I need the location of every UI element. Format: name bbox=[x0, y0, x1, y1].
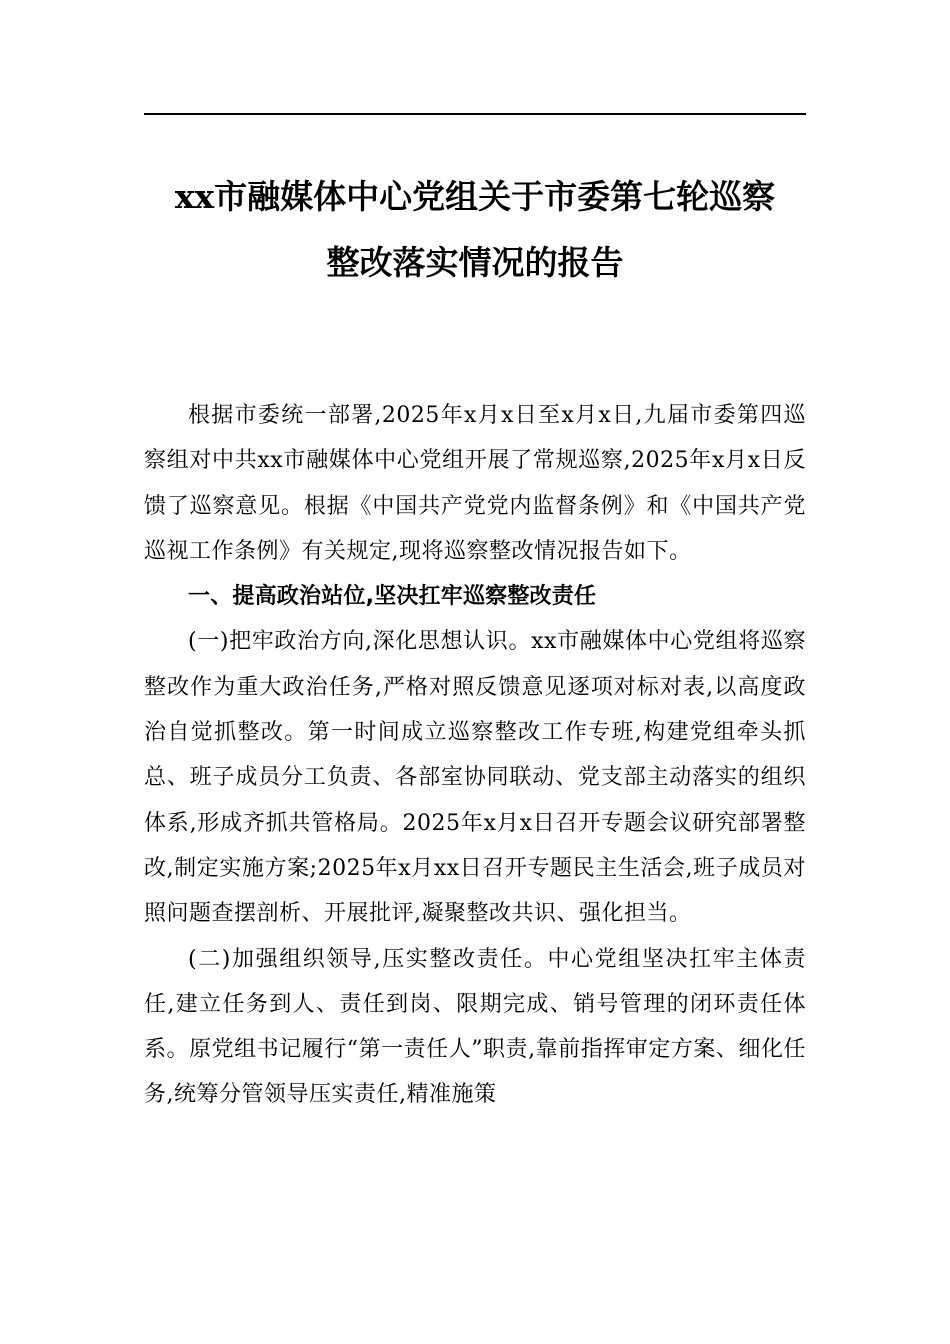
section-heading-1: 一、提高政治站位,坚决扛牢巡察整改责任 bbox=[188, 584, 597, 610]
document-body bbox=[144, 393, 806, 1118]
paragraph-2: (二)加强组织领导,压实整改责任。中心党组坚决扛牢主体责任,建立任务到人、责任到岗、限期完成、销号管理的闭环责任体系。原党组书记履行“第一责任人”职责,靠前指挥审定方案、细化任务,统筹分管领导压实责任,精准施策 bbox=[144, 946, 806, 1108]
paragraph-1: (一)把牢政治方向,深化思想认识。xx市融媒体中心党组将巡察整改作为重大政治任务,严格对照反馈意见逐项对标对表,以高度政治自觉抓整改。第一时间成立巡察整改工作专班,构建党组牵头抓总、班子成员分工负责、各部室协同联动、党支部主动落实的组织体系,形成齐抓共管格局。2025年x月x日召开专题会议研究部署整改,制定实施方案;2025年x月xx日召开专题民主生活会,班子成员对照问题查摆剖析、开展批评,凝聚整改共识、强化担当。 bbox=[144, 629, 806, 927]
header-rule bbox=[144, 113, 806, 115]
title-line-1: xx市融媒体中心党组关于市委第七轮巡察 bbox=[174, 177, 776, 216]
title-line-2: 整改落实情况的报告 bbox=[326, 243, 624, 282]
document-title bbox=[144, 164, 806, 296]
intro-paragraph: 根据市委统一部署,2025年x月x日至x月x日,九届市委第四巡察组对中共xx市融媒体中心党组开展了常规巡察,2025年x月x日反馈了巡察意见。根据《中国共产党党内监督条例》和《中国共产党巡视工作条例》有关规定,现将巡察整改情况报告如下。 bbox=[144, 403, 806, 564]
